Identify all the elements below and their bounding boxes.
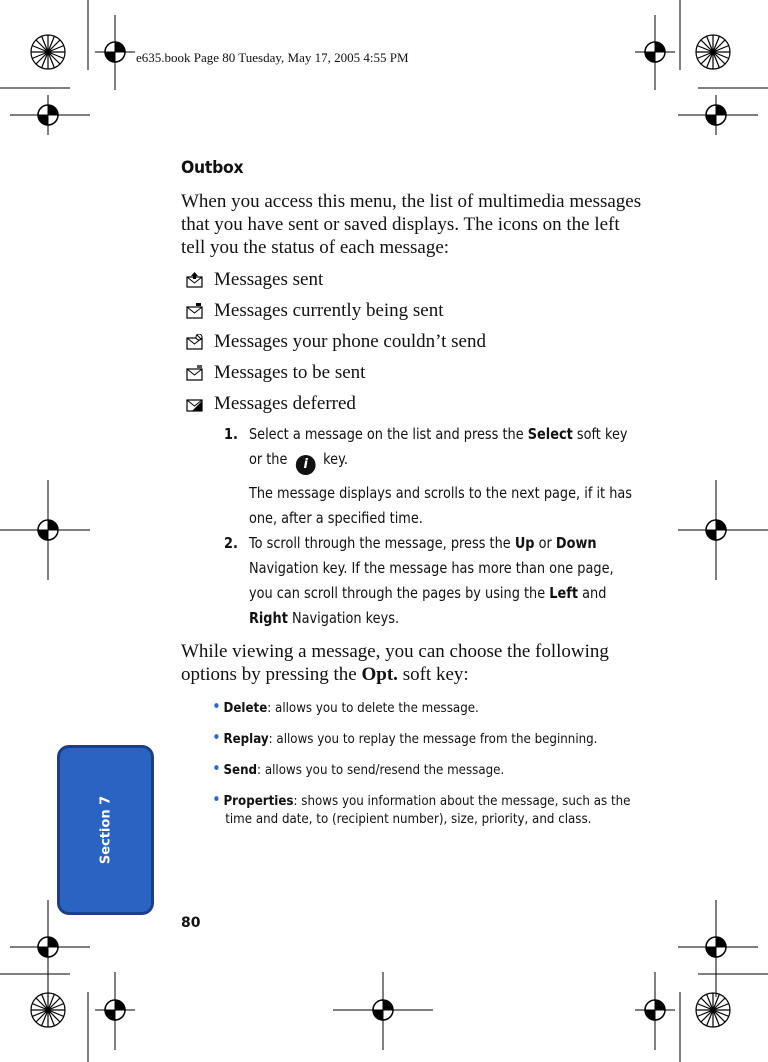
bullet-icon: • xyxy=(212,697,221,717)
status-item xyxy=(186,362,365,384)
print-header: e635.book Page 80 Tuesday, May 17, 2005 4:55 PM xyxy=(136,50,409,65)
option-item: • Send: allows you to send/resend the message. xyxy=(212,759,505,779)
status-label: Messages your phone couldn’t send xyxy=(214,331,486,352)
option-item: • Delete: allows you to delete the message. xyxy=(212,697,479,717)
message-pending-icon xyxy=(186,365,203,381)
page-number: 80 xyxy=(181,915,201,931)
status-label: Messages to be sent xyxy=(214,362,366,383)
bullet-icon: • xyxy=(212,728,221,748)
section-tab xyxy=(57,745,154,915)
option-item: • Properties: shows you information about the message, such as the time and date, to (recipient number), size, priority, and class. xyxy=(212,790,631,827)
status-label: Messages currently being sent xyxy=(214,300,444,321)
step-number: 2. xyxy=(224,534,238,552)
status-label: Messages sent xyxy=(214,269,324,290)
intro-paragraph: When you access this menu, the list of multimedia messages that you have sent or saved displays. The icons on the left tell you the status of each message: xyxy=(181,191,642,258)
registration-star-mark xyxy=(696,993,730,1027)
message-sending-icon xyxy=(186,303,203,319)
registration-star-mark xyxy=(31,993,65,1027)
ok-key-icon: i xyxy=(295,455,315,475)
status-item xyxy=(186,393,356,415)
options-paragraph: While viewing a message, you can choose the following options by pressing the Opt. soft key: xyxy=(181,641,609,685)
step-text: Select a message on the list and press the Select soft key or the i key. The message displays and scrolls to the next page, if it has one, after a specified time. xyxy=(249,422,636,531)
step-number: 1. xyxy=(224,425,238,443)
message-sent-icon xyxy=(186,272,203,288)
status-item xyxy=(186,269,323,291)
step-note: The message displays and scrolls to the next page, if it has one, after a specified time. xyxy=(248,484,633,527)
opt-key-label: Opt. xyxy=(361,664,398,685)
registration-star-mark xyxy=(696,35,730,69)
bullet-icon: • xyxy=(212,759,221,779)
message-failed-icon xyxy=(186,334,203,350)
status-item xyxy=(186,331,486,353)
status-label: Messages deferred xyxy=(214,393,356,414)
section-heading: Outbox xyxy=(181,158,244,178)
registration-star-mark xyxy=(31,35,65,69)
select-key-label: Select xyxy=(527,425,573,443)
step-text: To scroll through the message, press the Up or Down Navigation key. If the message has more than one page, you can scroll through the pages by using the Left and Right Navigation keys. xyxy=(248,534,614,627)
option-item: • Replay: allows you to replay the message from the beginning. xyxy=(212,728,598,748)
status-item xyxy=(186,300,444,322)
bullet-icon: • xyxy=(212,790,221,810)
section-tab-label: Section 7 xyxy=(98,795,113,865)
message-deferred-icon xyxy=(186,396,203,412)
